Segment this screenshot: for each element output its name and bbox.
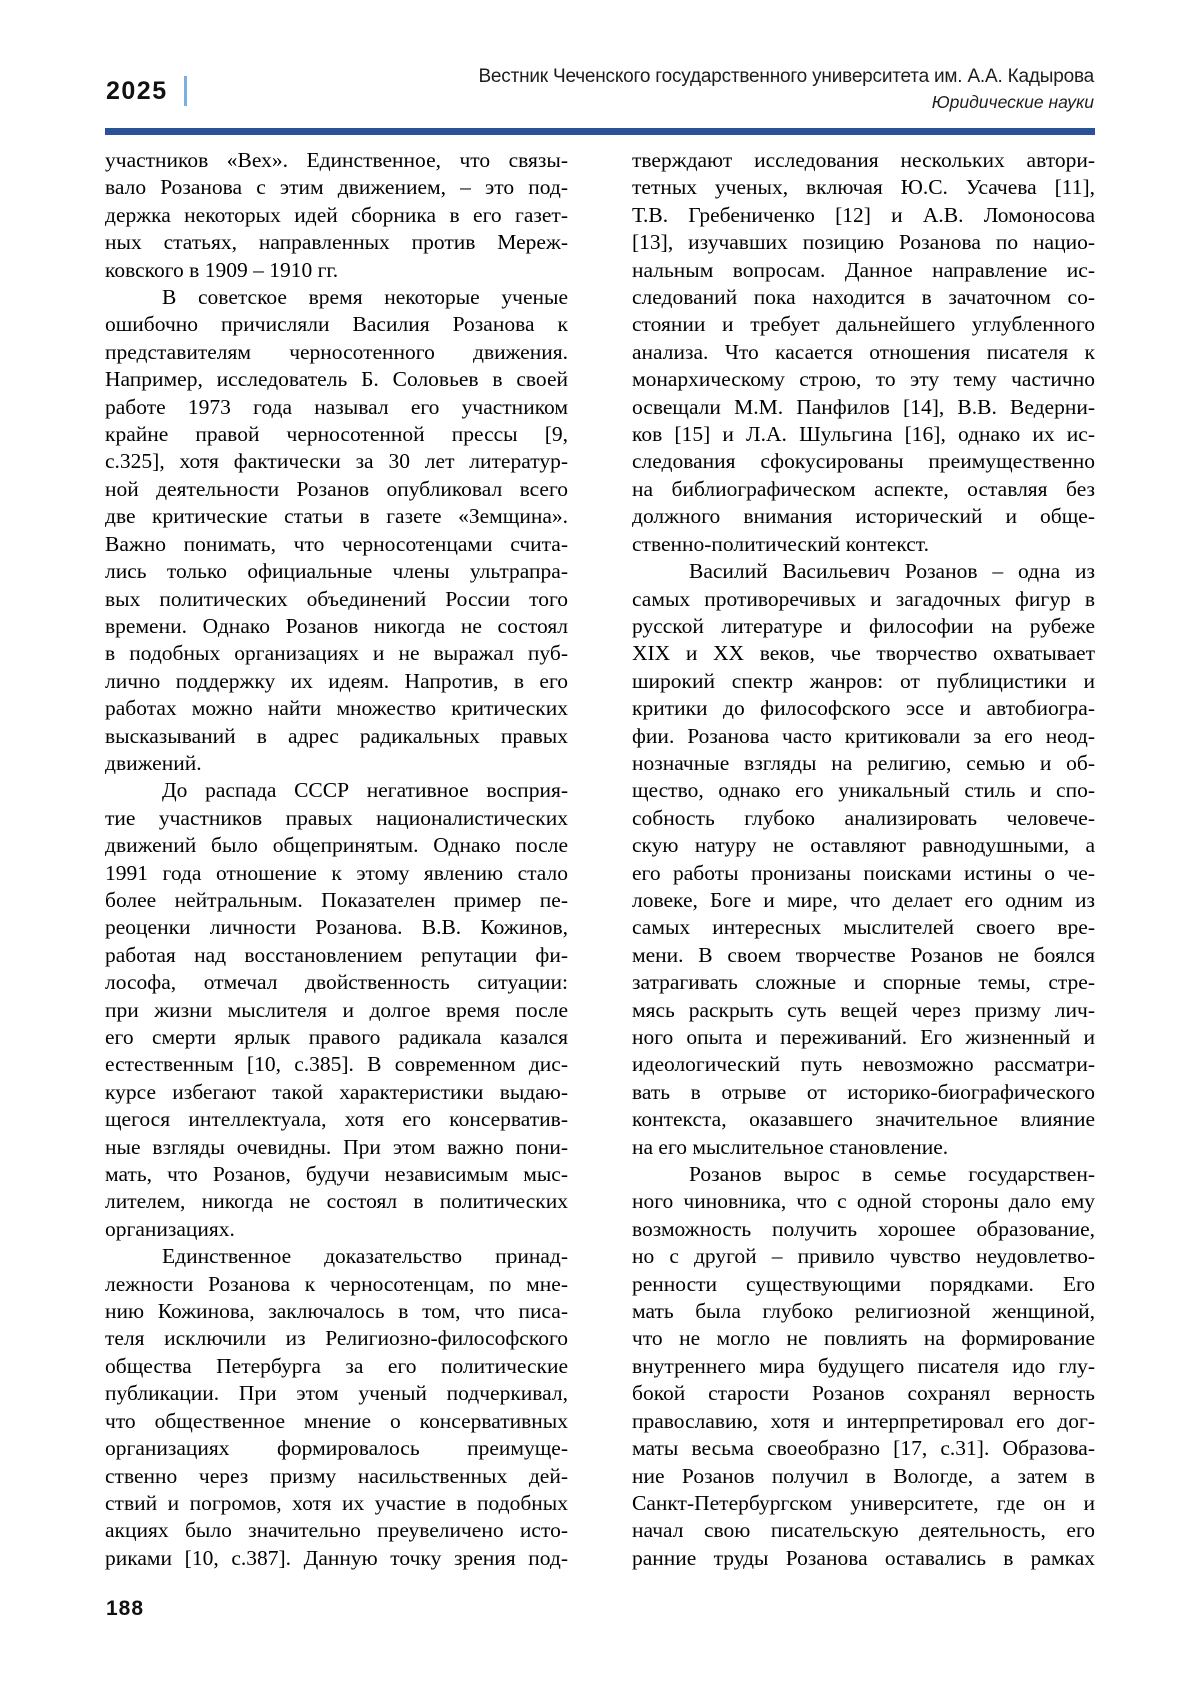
text-line: его смерти ярлык правого радикала казался [105,1025,568,1049]
text-line: освещали М.М. Панфилов [14], В.В. Ведерни- [632,394,1095,419]
year-label: 2025 [106,76,168,105]
text-line: что общественное мнение о консервативных [105,1408,568,1433]
text-line: Важно понимать, что черносотенцами счита- [105,531,568,556]
text-line: при жизни мыслителя и долгое время после [105,997,568,1022]
text-line: самых противоречивых и загадочных фигур в [632,586,1095,611]
text-line: лежности Розанова к черносотенцам, по мне- [105,1271,568,1296]
text-line: вало Розанова с этим движением, – это под- [105,175,568,200]
text-line: скую натуру не оставляют равнодушными, а [632,833,1095,858]
text-line: Василий Васильевич Розанов – одна из [689,559,1095,584]
header-left [106,76,187,106]
text-line: ранние труды Розанова оставались в рамках [632,1545,1095,1570]
text-line: тверждают исследования нескольких автори- [632,148,1095,172]
text-line: высказываний в адрес радикальных правых [105,723,568,748]
text-line: движений было общепринятым. Однако после [105,833,568,858]
text-line: курсе избегают такой характеристики выдаю- [105,1079,568,1104]
text-line: вых политических объединений России того [105,586,568,611]
text-line: работах можно найти множество критических [105,696,568,721]
text-line: естественным [10, с.385]. В современном дис- [105,1052,568,1077]
text-line: ного чиновника, что с одной стороны дало ему [632,1189,1095,1214]
text-line: идеологический путь невозможно рассматри- [632,1052,1095,1077]
text-line: русской литературе и философии на рубеже [632,613,1095,638]
header-right [478,66,1094,113]
text-line: его работы пронизаны поисками истины о че- [632,860,1095,885]
text-line: с.325], хотя фактически за 30 лет литератур- [105,449,568,474]
text-line: публикации. При этом ученый подчеркивал, [105,1381,568,1406]
text-line: времени. Однако Розанов никогда не состоял [105,613,568,638]
text-line: но с другой – привило чувство неудовлетво- [632,1244,1095,1269]
text-line: следований пока находится в зачаточном со- [632,285,1095,310]
text-line: работе 1973 года называл его участником [105,394,568,419]
text-line: возможность получить хорошее образование, [632,1216,1095,1241]
text-line: ного опыта и переживаний. Его жизненный и [632,1025,1095,1049]
text-line: православию, хотя и интерпретировал его дог- [632,1408,1095,1433]
page-number: 188 [106,1597,145,1620]
text-line: тие участников правых националистических [105,805,568,830]
text-line: щегося интеллектуала, хотя его консерватив- [105,1107,568,1132]
text-line: держка некоторых идей сборника в его газет- [105,202,568,227]
text-line: реоценки личности Розанова. В.В. Кожинов, [105,915,568,940]
text-line: лософа, отмечал двойственность ситуации: [105,970,568,995]
text-line: ние Розанов получил в Вологде, а затем в [632,1463,1095,1488]
text-line: мясь раскрыть суть вещей через призму лич- [632,997,1095,1022]
text-line: общества Петербурга за его политические [105,1353,568,1378]
text-line: движений. [105,750,202,775]
text-line: маты весьма своеобразно [17, с.31]. Образова- [632,1436,1095,1461]
text-line: самых интересных мыслителей своего вре- [632,915,1095,940]
text-line: ной деятельности Розанов опубликовал всего [105,476,568,501]
text-line: что не могло не повлиять на формирование [632,1326,1095,1351]
text-line: вать в отрыве от историко-биографического [632,1079,1095,1104]
text-line: Например, исследователь Б. Соловьев в своей [105,367,568,392]
text-line: ственно через призму насильственных дей- [105,1463,568,1488]
text-line: мать была глубоко религиозной женщиной, [632,1299,1095,1324]
text-line: В советское время некоторые ученые [162,285,568,310]
text-line: [13], изучавших позицию Розанова по нацио- [632,230,1095,255]
text-line: критики до философского эссе и автобиогра- [632,696,1095,721]
text-line: начал свою писательскую деятельность, его [632,1518,1095,1543]
text-line: стоянии и требует дальнейшего углубленного [632,312,1095,337]
text-line: До распада СССР негативное восприя- [162,778,568,803]
text-line: тетных ученых, включая Ю.С. Усачева [11], [632,175,1095,200]
text-line: крайне правой черносотенной прессы [9, [105,422,568,447]
text-line: работая над восстановлением репутации фи- [105,942,568,967]
text-line: монархическому строю, то эту тему частично [632,367,1095,392]
text-line: более нейтральным. Показателен пример пе- [105,887,568,912]
text-line: ковского в 1909 – 1910 гг. [105,257,339,282]
text-line: Розанов вырос в семье государствен- [689,1162,1095,1187]
text-line: риками [10, с.387]. Данную точку зрения под- [105,1545,568,1570]
text-line: Санкт-Петербургском университете, где он и [632,1490,1095,1515]
text-line: ствий и погромов, хотя их участие в подобных [105,1490,568,1515]
text-line: Единственное доказательство принад- [162,1244,568,1269]
text-line: фии. Розанова часто критиковали за его неод- [632,723,1095,748]
text-line: щество, однако его уникальный стиль и спо- [632,778,1095,803]
text-line: анализа. Что касается отношения писателя к [632,339,1095,364]
text-line: ловеке, Боге и мире, что делает его одним из [632,887,1095,912]
text-line: ственно-политический контекст. [632,531,929,556]
text-line: лителем, никогда не состоял в политических [105,1189,568,1214]
text-line: ошибочно причисляли Василия Розанова к [105,312,568,337]
left-column [105,147,568,1572]
text-line: широкий спектр жанров: от публицистики и [632,668,1095,693]
header-rule [105,128,1095,135]
text-line: в подобных организациях и не выражал пуб- [105,641,568,666]
text-line: 1991 года отношение к этому явлению стало [105,860,568,885]
section-title: Юридические науки [931,92,1094,112]
text-line: ков [15] и Л.А. Шульгина [16], однако их ис- [632,422,1095,447]
journal-title: Вестник Чеченского государственного университета им. А.А. Кадырова [478,66,1094,87]
header-tick-divider [184,76,187,106]
text-line: нозначные взгляды на религию, семью и об- [632,750,1095,775]
text-line: мени. В своем творчестве Розанов не боялся [632,942,1095,967]
text-line: XIX и XX веков, чье творчество охватывает [632,641,1095,666]
right-column [632,147,1095,1572]
text-line: нальным вопросам. Данное направление ис- [632,257,1095,282]
text-line: Т.В. Гребениченко [12] и А.В. Ломоносова [632,202,1095,227]
text-line: на его мыслительное становление. [632,1134,949,1159]
text-line: контекста, оказавшего значительное влияние [632,1107,1095,1132]
text-line: должного внимания исторический и обще- [632,504,1095,529]
text-line: ренности существующими порядками. Его [632,1271,1095,1296]
text-line: лись только официальные члены ультрапра- [105,559,568,584]
text-line: две критические статьи в газете «Земщина». [105,504,568,529]
text-line: собность глубоко анализировать человече- [632,805,1095,830]
text-line: на библиографическом аспекте, оставляя без [632,476,1095,501]
article-body [105,147,1095,1572]
text-line: бокой старости Розанов сохранял верность [632,1381,1095,1406]
text-line: организациях формировалось преимуще- [105,1436,568,1461]
text-line: внутреннего мира будущего писателя идо глу- [632,1353,1095,1378]
text-line: затрагивать сложные и спорные темы, стре- [632,970,1095,995]
text-line: нию Кожинова, заключалось в том, что писа- [105,1299,568,1324]
text-line: участников «Вех». Единственное, что связы- [105,148,568,172]
text-line: лично поддержку их идеям. Напротив, в его [105,668,568,693]
text-line: представителям черносотенного движения. [105,339,568,364]
text-line: ных статьях, направленных против Мереж- [105,230,568,255]
text-line: следования сфокусированы преимущественно [632,449,1095,474]
text-line: теля исключили из Религиозно-философского [105,1326,568,1351]
text-line: акциях было значительно преувеличено исто- [105,1518,568,1543]
text-line: мать, что Розанов, будучи независимым мыс- [105,1162,568,1187]
text-line: ные взгляды очевидны. При этом важно пони- [105,1134,568,1159]
text-line: организациях. [105,1216,235,1241]
